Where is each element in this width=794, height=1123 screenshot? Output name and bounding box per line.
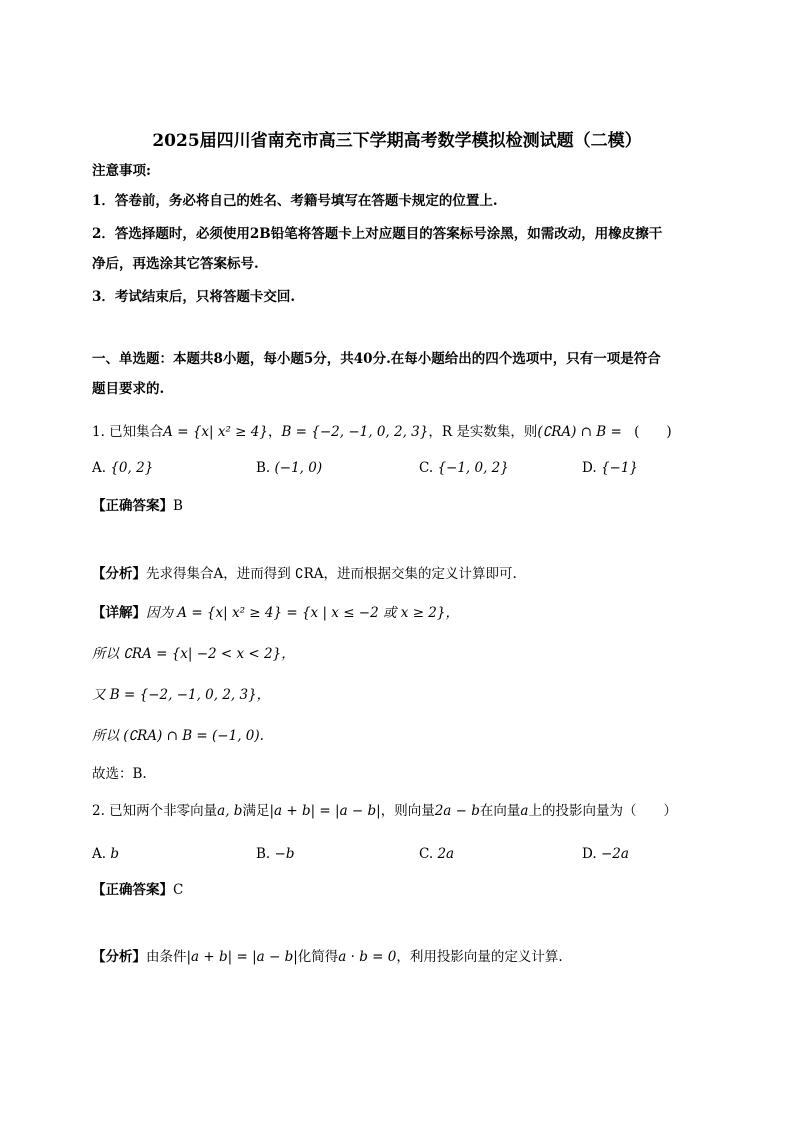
q2-stem-c: ，则向量 <box>380 803 435 819</box>
answer-label: 【正确答案】 <box>92 498 173 514</box>
q2-stem-a: 2. 已知两个非零向量 <box>92 803 218 819</box>
option-label: B. <box>256 846 271 862</box>
option-label: B. <box>256 460 271 476</box>
detail-text: 因为 A = {x| x² ≥ 4} = {x | x ≤ −2 或 x ≥ 2}， <box>146 605 459 621</box>
section-heading: 一、单选题：本题共8小题，每小题5分，共40分.在每小题给出的四个选项中，只有一项是符合 <box>92 351 661 367</box>
option-value: 2a <box>437 846 455 862</box>
answer-value: B <box>173 498 183 514</box>
q2-stem-b: 满足 <box>242 803 270 819</box>
q2-stem-d: 在向量 <box>479 803 521 819</box>
q1-analysis <box>92 565 517 583</box>
notice-heading: 注意事项: <box>92 163 151 179</box>
q1-sep-2: ， <box>428 424 442 440</box>
q1-set-b: B = {−2, −1, 0, 2, 3} <box>281 424 429 440</box>
analysis-text-b: 化简得 <box>297 949 339 965</box>
q1-expression: (∁RA) ∩ B = <box>537 424 622 440</box>
q2-condition: |a + b| = |a − b| <box>269 803 381 819</box>
q2-answer <box>92 881 183 899</box>
option-label: A. <box>92 846 107 862</box>
analysis-dot-product: a · b = 0 <box>338 949 397 965</box>
q2-option-c <box>419 845 454 863</box>
option-label: D. <box>582 460 597 476</box>
q1-option-c <box>419 459 509 477</box>
q2-option-d <box>582 845 629 863</box>
q2-option-a <box>92 845 119 863</box>
option-value: {0, 2} <box>110 460 154 476</box>
q2-option-b <box>256 845 294 863</box>
answer-value: C <box>173 882 184 898</box>
analysis-condition: |a + b| = |a − b| <box>186 949 298 965</box>
q1-detail-line-2: 所以 ∁RA = {x| −2 < x < 2}， <box>92 646 295 662</box>
option-value: (−1, 0) <box>274 460 323 476</box>
option-label: A. <box>92 460 107 476</box>
q1-option-b <box>256 459 322 477</box>
section-heading-cont: 题目要求的. <box>92 381 165 397</box>
q2-vectors: a, b <box>217 803 243 819</box>
q2-vector-a: a <box>520 803 529 819</box>
analysis-text-a: 由条件 <box>146 949 187 965</box>
analysis-label: 【分析】 <box>92 949 146 965</box>
q1-option-a <box>92 459 153 477</box>
notice-item-3: 3．考试结束后，只将答题卡交回. <box>92 289 296 305</box>
q1-detail-line-3: 又 B = {−2, −1, 0, 2, 3}， <box>92 687 271 703</box>
q2-analysis <box>92 948 563 966</box>
q1-conclusion: 故选：B. <box>92 766 147 782</box>
option-value: {−1} <box>600 460 639 476</box>
option-value: −b <box>274 846 295 862</box>
question-2-stem <box>92 802 677 820</box>
q1-answer <box>92 497 183 515</box>
answer-label: 【正确答案】 <box>92 882 173 898</box>
option-value: −2a <box>600 846 629 862</box>
detail-label: 【详解】 <box>92 605 146 621</box>
q1-option-d <box>582 459 638 477</box>
q2-stem-e: 上的投影向量为（ ） <box>528 803 677 819</box>
q1-detail-line-1 <box>92 604 459 622</box>
option-value: {−1, 0, 2} <box>437 460 509 476</box>
page-title: 2025届四川省南充市高三下学期高考数学模拟检测试题（二模） <box>152 131 642 151</box>
option-value: b <box>110 846 119 862</box>
analysis-text-c: ，利用投影向量的定义计算. <box>396 949 563 965</box>
option-label: C. <box>419 460 434 476</box>
question-1-stem <box>92 423 672 441</box>
q1-detail-line-4: 所以 (∁RA) ∩ B = (−1, 0). <box>92 728 264 744</box>
option-label: C. <box>419 846 434 862</box>
q1-answer-blank: ( ) <box>634 424 672 440</box>
notice-item-2-cont: 净后，再选涂其它答案标号. <box>92 256 259 272</box>
analysis-text: 先求得集合A，进而得到 ∁RA，进而根据交集的定义计算即可. <box>146 566 517 582</box>
option-label: D. <box>582 846 597 862</box>
notice-item-2: 2．答选择题时，必须使用2B铅笔将答题卡上对应题目的答案标号涂黑，如需改动，用橡皮擦干 <box>92 226 663 242</box>
q1-prefix: 1. 已知集合 <box>92 424 164 440</box>
notice-item-1: 1．答卷前，务必将自己的姓名、考籍号填写在答题卡规定的位置上. <box>92 193 498 209</box>
q1-set-a: A = {x| x² ≥ 4} <box>163 424 268 440</box>
q1-r-text: R 是实数集，则 <box>441 424 538 440</box>
q2-vector-expression: 2a − b <box>434 803 480 819</box>
q1-sep-1: ， <box>267 424 282 440</box>
analysis-label: 【分析】 <box>92 566 146 582</box>
